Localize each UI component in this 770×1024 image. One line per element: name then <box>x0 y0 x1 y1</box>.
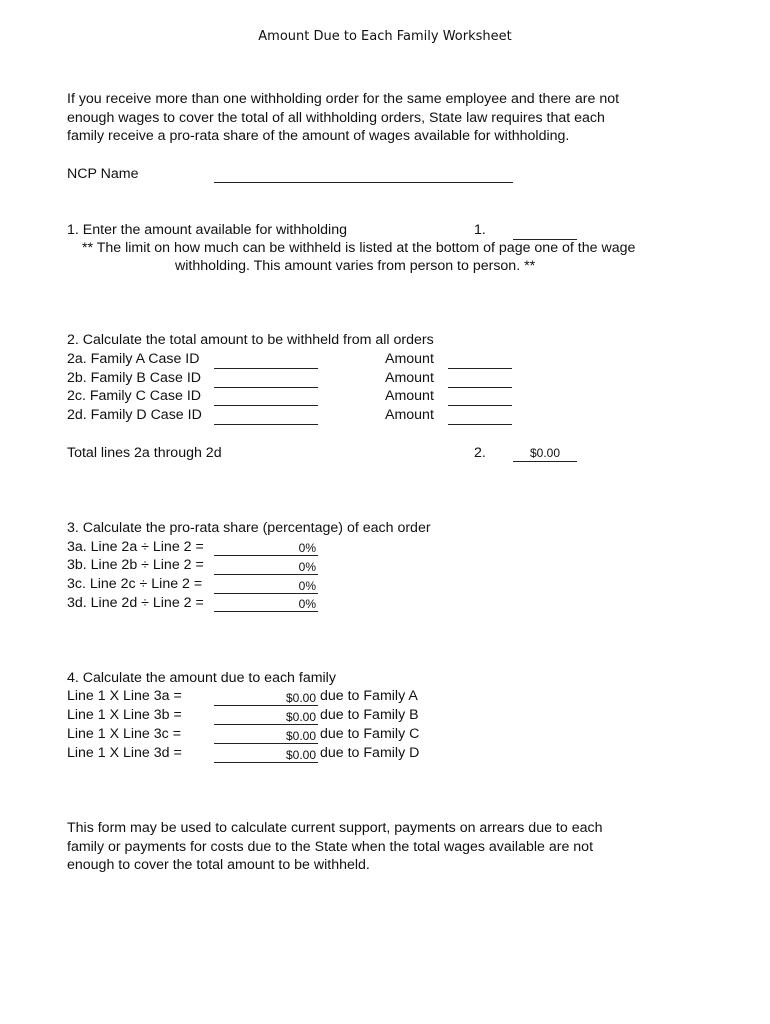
amount-field-d[interactable] <box>448 424 512 425</box>
due-value: $0.00 <box>285 748 316 762</box>
step3-row-label: 3d. Line 2d ÷ Line 2 = <box>67 595 204 611</box>
share-field-c <box>214 593 318 594</box>
step1-label: 1. Enter the amount available for withholding <box>67 222 347 238</box>
step4-row-label: Line 1 X Line 3a = <box>67 688 182 704</box>
due-value: $0.00 <box>285 710 316 724</box>
due-field-d <box>214 762 318 763</box>
share-field-d <box>214 611 318 612</box>
total-label: Total lines 2a through 2d <box>67 445 222 461</box>
due-field-c <box>214 743 318 744</box>
share-value: 0% <box>298 597 316 611</box>
step4-row-label: Line 1 X Line 3c = <box>67 726 181 742</box>
due-value: $0.00 <box>285 729 316 743</box>
due-suffix: due to Family B <box>320 707 419 723</box>
intro-paragraph: If you receive more than one withholding order for the same employee and there are not enough wages to cover the total of all withholding orders, State law requires that each family receive a pro-rata share of the amount of wages available for withholding. <box>67 91 620 145</box>
page-title: Amount Due to Each Family Worksheet <box>258 29 512 44</box>
amount-field-c[interactable] <box>448 405 512 406</box>
step2-row-label: 2c. Family C Case ID <box>67 388 202 404</box>
ncp-name-field[interactable] <box>214 182 513 183</box>
step2-row-label: 2b. Family B Case ID <box>67 370 202 386</box>
due-field-b <box>214 724 318 725</box>
step1-note-line2: withholding. This amount varies from person to person. ** <box>175 258 536 274</box>
step3-row-label: 3b. Line 2b ÷ Line 2 = <box>67 557 204 573</box>
step1-note-line1: ** The limit on how much can be withheld is listed at the bottom of page one of the wage <box>82 240 636 256</box>
amount-label: Amount <box>385 370 434 386</box>
share-value: 0% <box>298 541 316 555</box>
step3-row-label: 3c. Line 2c ÷ Line 2 = <box>67 576 203 592</box>
footer-paragraph: This form may be used to calculate current support, payments on arrears due to each family or payments for costs due to the State when the total wages available are not enough to cover the total amount to be withheld. <box>67 820 603 874</box>
step3-heading: 3. Calculate the pro-rata share (percentage) of each order <box>67 520 431 536</box>
step3-row-label: 3a. Line 2a ÷ Line 2 = <box>67 539 204 555</box>
total-value: $0.00 <box>529 446 561 460</box>
step2-row-label: 2d. Family D Case ID <box>67 407 202 423</box>
step2-heading: 2. Calculate the total amount to be withheld from all orders <box>67 332 434 348</box>
total-value-underline <box>513 461 577 462</box>
step4-row-label: Line 1 X Line 3d = <box>67 745 182 761</box>
step4-row-label: Line 1 X Line 3b = <box>67 707 182 723</box>
amount-label: Amount <box>385 388 434 404</box>
due-suffix: due to Family D <box>320 745 420 761</box>
case-id-field-c[interactable] <box>214 405 318 406</box>
case-id-field-a[interactable] <box>214 368 318 369</box>
step4-heading: 4. Calculate the amount due to each family <box>67 670 336 686</box>
due-field-a <box>214 705 318 706</box>
due-suffix: due to Family C <box>320 726 420 742</box>
case-id-field-d[interactable] <box>214 424 318 425</box>
amount-field-b[interactable] <box>448 387 512 388</box>
due-value: $0.00 <box>285 691 316 705</box>
ncp-name-label: NCP Name <box>67 166 139 182</box>
step2-row-label: 2a. Family A Case ID <box>67 351 200 367</box>
case-id-field-b[interactable] <box>214 387 318 388</box>
due-suffix: due to Family A <box>320 688 418 704</box>
share-value: 0% <box>298 560 316 574</box>
amount-label: Amount <box>385 351 434 367</box>
amount-label: Amount <box>385 407 434 423</box>
share-field-a <box>214 555 318 556</box>
total-number: 2. <box>474 445 486 461</box>
share-value: 0% <box>298 579 316 593</box>
share-field-b <box>214 574 318 575</box>
amount-field-a[interactable] <box>448 368 512 369</box>
step1-number: 1. <box>474 222 486 238</box>
